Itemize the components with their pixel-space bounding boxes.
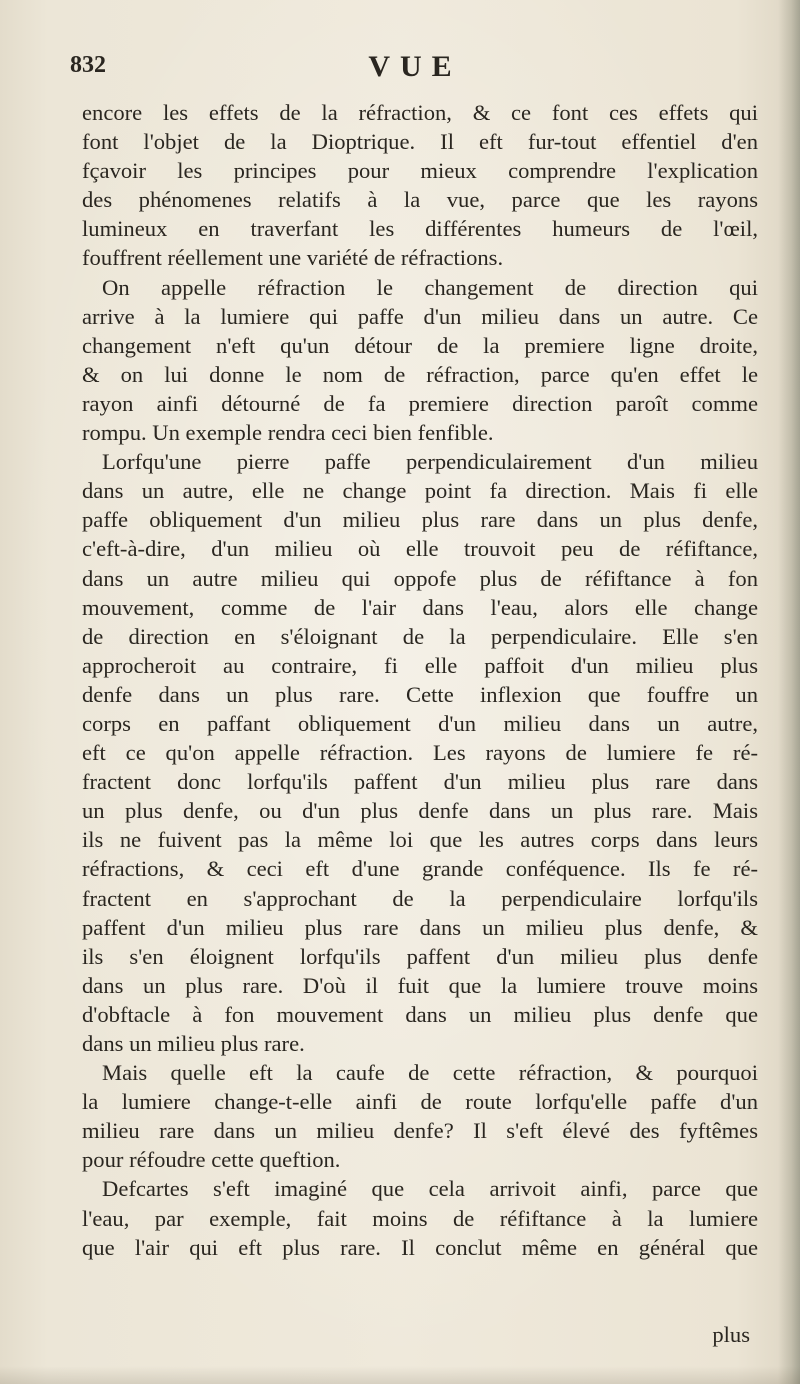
text-line: pour réfoudre cette queftion. [82,1147,341,1173]
page-header [70,50,760,90]
text-line: que l'air qui eft plus rare. Il conclut même en général que [82,1234,758,1260]
text-line: encore les effets de la réfraction, & ce font ces effets qui [82,100,758,125]
page-edge-shadow [778,0,800,1384]
text-line: On appelle réfraction le changement de direction qui [102,274,758,300]
text-line: de direction en s'éloignant de la perpendiculaire. Elle s'en [82,623,758,649]
text-line: approcheroit au contraire, fi elle paffoit d'un milieu plus [82,652,758,678]
text-line: paffent d'un milieu plus rare dans un milieu plus denfe, & [82,914,758,940]
text-line: ils s'en éloignent lorfqu'ils paffent d'un milieu plus denfe [82,943,758,969]
body-text [82,98,758,1262]
text-line: paffe obliquement d'un milieu plus rare dans un plus denfe, [82,507,758,533]
text-line: corps en paffant obliquement d'un milieu dans un autre, [82,710,758,736]
text-line: fractent donc lorfqu'ils paffent d'un milieu plus rare dans [82,769,758,795]
page-number: 832 [70,52,106,78]
text-line: réfractions, & ceci eft d'une grande conféquence. Ils fe ré- [82,856,758,882]
text-line: lumineux en traverfant les différentes humeurs de l'œil, [82,216,758,242]
text-line: rayon ainfi détourné de fa premiere direction paroît comme [82,390,758,416]
text-line: dans un milieu plus rare. [82,1031,305,1056]
text-line: & on lui donne le nom de réfraction, parce qu'en effet le [82,361,758,387]
text-line: rompu. Un exemple rendra ceci bien fenfible. [82,420,494,446]
text-line: eft ce qu'on appelle réfraction. Les rayons de lumiere fe ré- [82,740,758,766]
text-line: dans un autre, elle ne change point fa direction. Mais fi elle [82,478,758,504]
text-line: dans un plus rare. D'où il fuit que la lumiere trouve moins [82,972,758,998]
text-line: l'eau, par exemple, fait moins de réfiftance à la lumiere [82,1205,758,1231]
text-line: dans un autre milieu qui oppofe plus de réfiftance à fon [82,565,758,591]
text-line: mouvement, comme de l'air dans l'eau, alors elle change [82,594,758,620]
text-line: fouffrent réellement une variété de réfractions. [82,245,504,271]
text-line: font l'objet de la Dioptrique. Il eft fur-tout effentiel d'en [82,129,758,155]
text-line: changement n'eft qu'un détour de la premiere ligne droite, [82,332,758,358]
running-head: VUE [368,50,462,83]
text-line: Defcartes s'eft imaginé que cela arrivoit ainfi, parce que [102,1176,758,1202]
text-line: Mais quelle eft la caufe de cette réfraction, & pourquoi [102,1060,758,1086]
text-line: la lumiere change-t-elle ainfi de route lorfqu'elle paffe d'un [82,1089,758,1115]
catchword: plus [712,1322,750,1347]
text-line: milieu rare dans un milieu denfe? Il s'eft élevé des fyftêmes [82,1118,758,1144]
text-line: arrive à la lumiere qui paffe d'un milieu dans un autre. Ce [82,303,758,329]
text-line: fractent en s'approchant de la perpendiculaire lorfqu'ils [82,885,758,911]
text-line: des phénomenes relatifs à la vue, parce que les rayons [82,187,758,213]
text-line: denfe dans un plus rare. Cette inflexion que fouffre un [82,681,758,707]
text-line: c'eft-à-dire, d'un milieu où elle trouvoit peu de réfiftance, [82,536,758,562]
text-line: d'obftacle à fon mouvement dans un milieu plus denfe que [82,1001,758,1027]
text-line: ils ne fuivent pas la même loi que les autres corps dans leurs [82,827,758,853]
text-line: fçavoir les principes pour mieux comprendre l'explication [82,158,758,184]
text-line: Lorfqu'une pierre paffe perpendiculairement d'un milieu [102,449,758,475]
text-line: un plus denfe, ou d'un plus denfe dans un plus rare. Mais [82,798,758,824]
page-bottom-shadow [0,1366,800,1384]
